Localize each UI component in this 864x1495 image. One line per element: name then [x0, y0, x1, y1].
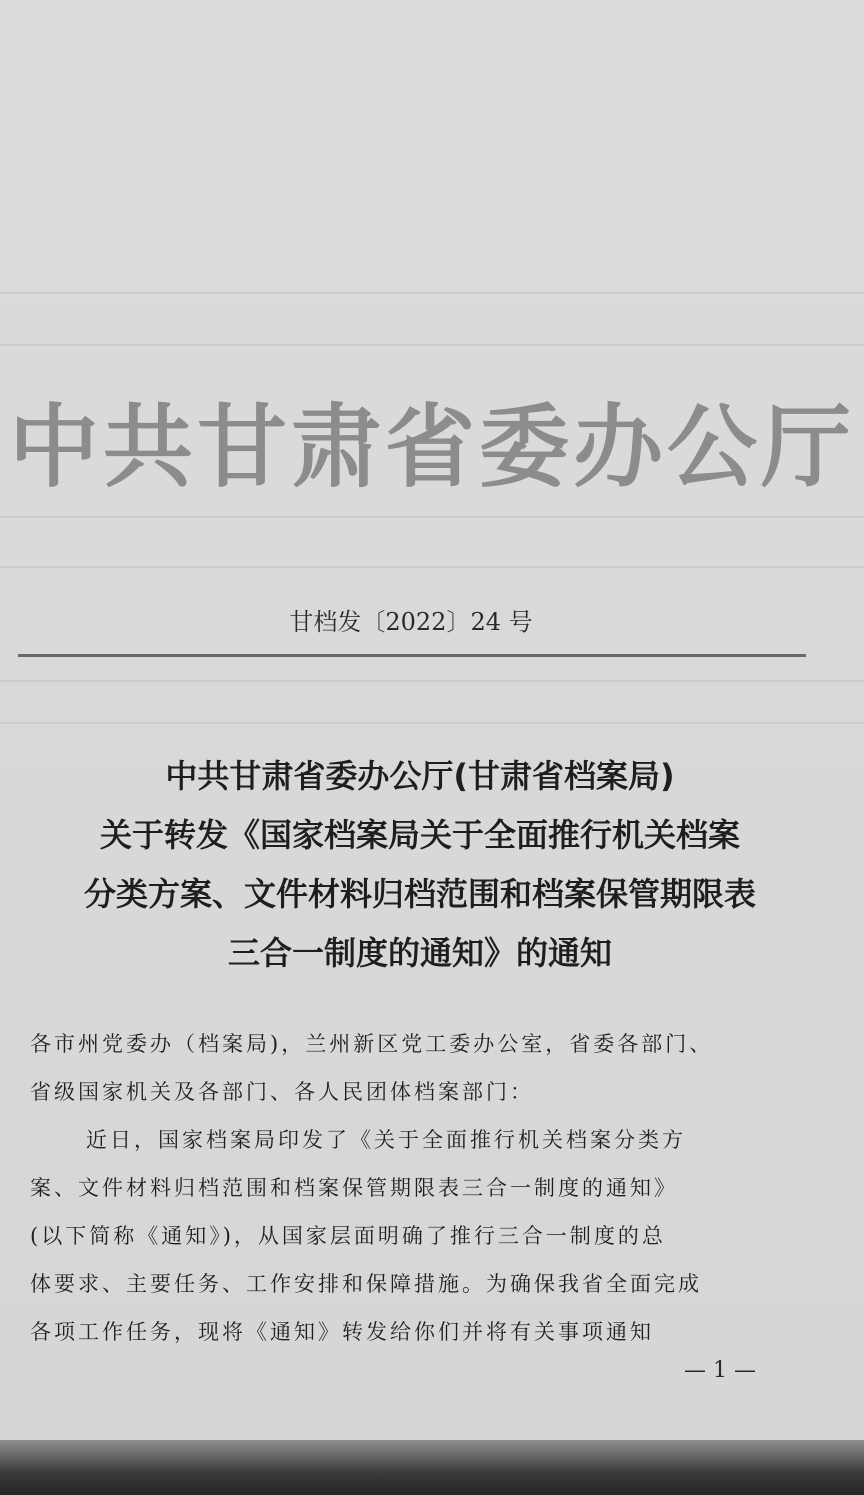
body-line: 案、文件材料归档范围和档案保管期限表三合一制度的通知》: [30, 1176, 678, 1200]
bleed-through-line: [0, 566, 864, 568]
document-body: [30, 1020, 800, 1356]
issuer-header: 中共甘肃省委办公厅: [9, 395, 855, 500]
title-line: 关于转发《国家档案局关于全面推行机关档案: [99, 816, 740, 854]
page-number: — 1 —: [684, 1358, 756, 1383]
body-line: 近日，国家档案局印发了《关于全面推行机关档案分类方: [86, 1128, 686, 1152]
body-line: 各项工作任务，现将《通知》转发给你们并将有关事项通知: [30, 1320, 654, 1344]
page-edge-shadow: [0, 1440, 864, 1495]
body-line: 体要求、主要任务、工作安排和保障措施。为确保我省全面完成: [30, 1272, 702, 1296]
document-number: 甘档发〔2022〕24 号: [289, 608, 533, 636]
document-title: [20, 747, 820, 983]
bleed-through-line: [0, 292, 864, 294]
bleed-through-line: [0, 344, 864, 346]
title-line: 三合一制度的通知》的通知: [227, 934, 612, 972]
bleed-through-line: [0, 680, 864, 682]
bleed-through-line: [0, 722, 864, 724]
title-line: 分类方案、文件材料归档范围和档案保管期限表: [83, 875, 756, 913]
body-line: (以下简称《通知》)，从国家层面明确了推行三合一制度的总: [30, 1224, 666, 1248]
header-divider: [18, 654, 806, 657]
body-line: 各市州党委办（档案局)，兰州新区党工委办公室，省委各部门、: [30, 1032, 714, 1056]
body-line: 省级国家机关及各部门、各人民团体档案部门：: [30, 1080, 534, 1104]
bleed-through-line: [0, 516, 864, 518]
title-line: 中共甘肃省委办公厅(甘肃省档案局): [165, 757, 675, 795]
